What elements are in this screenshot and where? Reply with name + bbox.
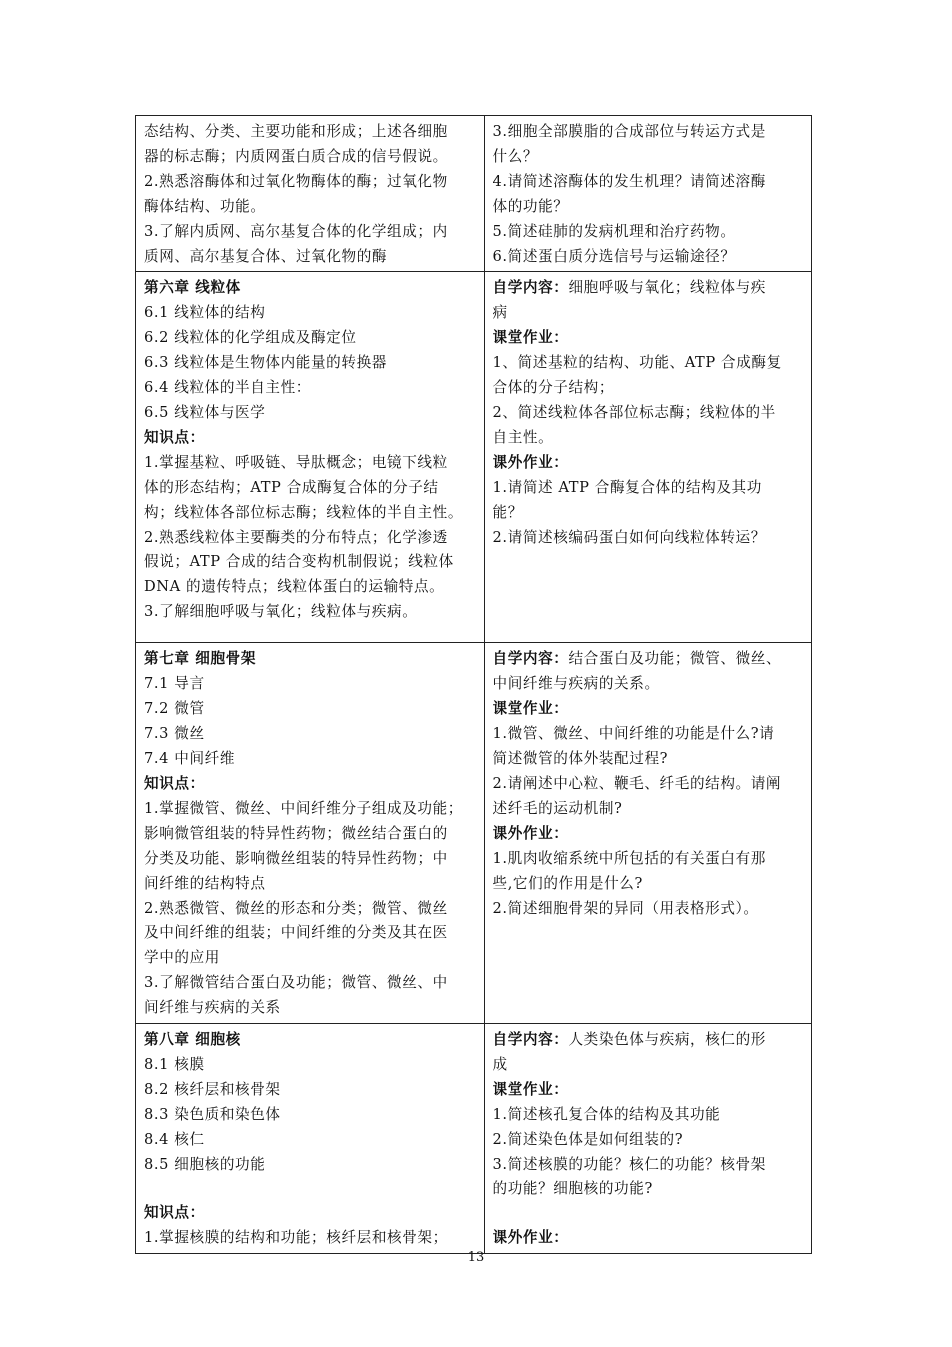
knowledge-line: DNA 的遗传特点；线粒体蛋白的运输特点。 xyxy=(144,578,445,596)
self-study-text: 病 xyxy=(492,304,508,322)
text-line: 2.熟悉溶酶体和过氧化物酶体的酶；过氧化物 xyxy=(144,172,448,190)
text-line: 质网、高尔基复合体、过氧化物的酶 xyxy=(144,247,388,265)
knowledge-line: 2.熟悉线粒体主要酶类的分布特点；化学渗透 xyxy=(144,528,448,546)
section-item: 8.2 核纤层和核骨架 xyxy=(144,1080,281,1098)
knowledge-line: 分类及功能、影响微丝组装的特异性药物；中 xyxy=(144,849,448,867)
homework-line: 2.请简述核编码蛋白如何向线粒体转运？ xyxy=(492,528,766,546)
section-item: 7.1 导言 xyxy=(144,675,205,693)
knowledge-line: 3.了解细胞呼吸与氧化；线粒体与疾病。 xyxy=(144,603,418,621)
self-study-text: 细胞呼吸与氧化；线粒体与疾 xyxy=(568,279,767,297)
knowledge-line: 2.熟悉微管、微丝的形态和分类；微管、微丝 xyxy=(144,899,448,917)
text-line: 3.细胞全部膜脂的合成部位与转运方式是 xyxy=(492,123,766,140)
section-item: 8.1 核膜 xyxy=(144,1055,205,1073)
text-line: 什么？ xyxy=(492,147,539,165)
knowledge-label: 知识点： xyxy=(144,1204,205,1222)
section-item: 7.4 中间纤维 xyxy=(144,750,236,768)
self-study-label: 自学内容： xyxy=(492,1031,569,1049)
chapter-title: 第七章 细胞骨架 xyxy=(144,650,257,668)
section-item: 6.5 线粒体与医学 xyxy=(144,403,266,421)
knowledge-line: 1.掌握微管、微丝、中间纤维分子组成及功能； xyxy=(144,799,464,817)
self-study-text: 成 xyxy=(492,1055,508,1073)
table-row xyxy=(136,272,812,643)
classwork-label: 课堂作业： xyxy=(492,700,569,718)
knowledge-label: 知识点： xyxy=(144,428,205,446)
text-line: 器的标志酶；内质网蛋白质合成的信号假说。 xyxy=(144,147,448,165)
self-study-line xyxy=(493,647,806,672)
chapter-title: 第六章 线粒体 xyxy=(144,279,241,297)
text-line: 6.简述蛋白质分选信号与运输途径？ xyxy=(492,247,736,265)
self-study-line xyxy=(493,1028,806,1053)
self-study-label: 自学内容： xyxy=(492,650,569,668)
classwork-line: 2.请阐述中心粒、鞭毛、纤毛的结构。请阐 xyxy=(492,774,782,792)
knowledge-line: 假说；ATP 合成的结合变构机制假说；线粒体 xyxy=(144,553,454,571)
table-row xyxy=(136,1024,812,1254)
knowledge-label: 知识点： xyxy=(144,774,205,792)
text-line: 5.简述硅肺的发病机理和治疗药物。 xyxy=(492,222,736,240)
knowledge-line: 3.了解微管结合蛋白及功能；微管、微丝、中 xyxy=(144,974,448,992)
section-item: 8.3 染色质和染色体 xyxy=(144,1105,281,1123)
homework-label: 课外作业： xyxy=(492,1229,569,1247)
section-item: 6.1 线粒体的结构 xyxy=(144,304,266,322)
homework-label: 课外作业： xyxy=(492,824,569,842)
text-line: 态结构、分类、主要功能和形成；上述各细胞 xyxy=(144,123,448,140)
homework-line: 些,它们的作用是什么? xyxy=(492,874,643,892)
row1-left-cell xyxy=(136,116,485,272)
section-item: 8.4 核仁 xyxy=(144,1130,205,1148)
knowledge-line: 影响微管组装的特异性药物；微丝结合蛋白的 xyxy=(144,824,448,842)
section-item: 6.3 线粒体是生物体内能量的转换器 xyxy=(144,354,387,372)
knowledge-line: 构；线粒体各部位标志酶；线粒体的半自主性。 xyxy=(144,503,464,521)
blank-spacer xyxy=(144,1177,478,1201)
table-row xyxy=(136,643,812,1024)
classwork-line: 1、简述基粒的结构、功能、ATP 合成酶复 xyxy=(492,354,782,372)
chapter6-right-cell xyxy=(484,272,812,643)
knowledge-line: 体的形态结构；ATP 合成酶复合体的分子结 xyxy=(144,478,439,496)
knowledge-line: 1.掌握基粒、呼吸链、导肽概念；电镜下线粒 xyxy=(144,453,448,471)
self-study-line xyxy=(493,276,806,301)
knowledge-line: 1.掌握核膜的结构和功能；核纤层和核骨架； xyxy=(144,1229,448,1247)
self-study-label: 自学内容： xyxy=(492,279,569,297)
homework-line: 1.肌肉收缩系统中所包括的有关蛋白有那 xyxy=(492,849,766,867)
classwork-label: 课堂作业： xyxy=(492,329,569,347)
self-study-text: 结合蛋白及功能；微管、微丝、 xyxy=(568,650,782,668)
classwork-line: 简述微管的体外装配过程? xyxy=(492,750,669,768)
classwork-label: 课堂作业： xyxy=(492,1080,569,1098)
chapter-title: 第八章 细胞核 xyxy=(144,1031,241,1049)
row1-right-cell xyxy=(484,116,812,272)
knowledge-line: 间纤维的结构特点 xyxy=(144,874,266,892)
knowledge-line: 及中间纤维的组装；中间纤维的分类及其在医 xyxy=(144,924,448,942)
chapter6-left-cell xyxy=(136,272,485,643)
classwork-line: 自主性。 xyxy=(492,428,554,446)
classwork-line: 2.简述染色体是如何组装的? xyxy=(492,1130,684,1148)
homework-label: 课外作业： xyxy=(492,453,569,471)
classwork-line: 1.简述核孔复合体的结构及其功能 xyxy=(492,1105,721,1123)
section-item: 7.3 微丝 xyxy=(144,725,205,743)
knowledge-line: 间纤维与疾病的关系 xyxy=(144,999,281,1017)
section-item: 6.4 线粒体的半自主性： xyxy=(144,379,311,397)
classwork-line: 2、简述线粒体各部位标志酶；线粒体的半 xyxy=(492,403,776,421)
classwork-line: 1.微管、微丝、中间纤维的功能是什么?请 xyxy=(492,725,775,743)
text-line: 酶体结构、功能。 xyxy=(144,197,266,215)
section-item: 7.2 微管 xyxy=(144,700,205,718)
text-line: 4.请简述溶酶体的发生机理？请简述溶酶 xyxy=(492,172,766,190)
classwork-line: 3.简述核膜的功能？核仁的功能？核骨架 xyxy=(492,1155,766,1173)
blank-spacer xyxy=(493,1202,806,1226)
chapter7-right-cell xyxy=(484,643,812,1024)
classwork-line: 合体的分子结构； xyxy=(492,379,615,397)
section-item: 6.2 线粒体的化学组成及酶定位 xyxy=(144,329,357,347)
homework-line: 1.请简述 ATP 合酶复合体的结构及其功 xyxy=(492,478,762,496)
knowledge-line: 学中的应用 xyxy=(144,949,220,967)
chapter7-left-cell xyxy=(136,643,485,1024)
chapter8-right-cell xyxy=(484,1024,812,1254)
syllabus-table xyxy=(135,115,812,1254)
text-line: 3.了解内质网、高尔基复合体的化学组成；内 xyxy=(144,222,448,240)
section-item: 8.5 细胞核的功能 xyxy=(144,1155,266,1173)
page-number: 13 xyxy=(467,1250,485,1265)
classwork-line: 述纤毛的运动机制? xyxy=(492,799,623,817)
text-line: 体的功能？ xyxy=(492,197,569,215)
self-study-text: 人类染色体与疾病，核仁的形 xyxy=(568,1031,767,1049)
classwork-line: 的功能？细胞核的功能? xyxy=(492,1180,653,1198)
homework-line: 能？ xyxy=(492,503,523,521)
table-row xyxy=(136,116,812,272)
self-study-text: 中间纤维与疾病的关系。 xyxy=(492,675,660,693)
homework-line: 2.简述细胞骨架的异同（用表格形式）。 xyxy=(492,899,759,917)
chapter8-left-cell xyxy=(136,1024,485,1254)
